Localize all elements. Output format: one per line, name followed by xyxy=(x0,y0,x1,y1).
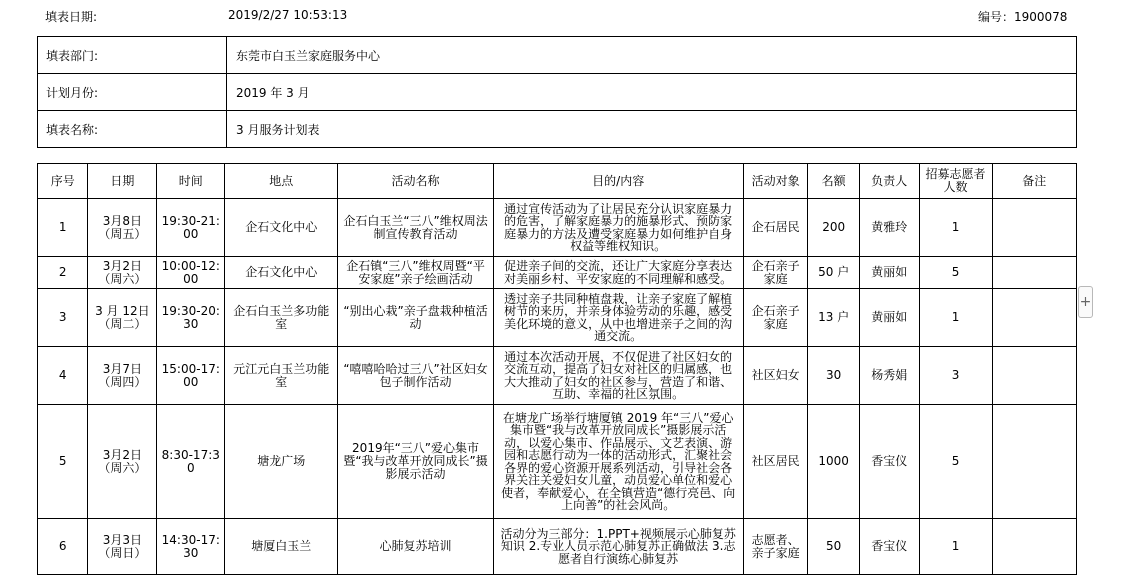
meta-value: 2019 年 3 月 xyxy=(227,74,1077,111)
activity-purpose: 在塘龙广场举行塘厦镇 2019 年“三八”爱心集市暨“我与改革开放同成长”摄影展示活动，以爱心集市、作品展示、文艺表演、游园和志愿行动为一体的活动形式，汇聚社会各界的爱心资源开展系列活动，引导社会各界关注关爱妇女儿童，动员爱心单位和爱心使者，奉献爱心，在全镇营造“德行亮邑、向上向善”的社会风尚。 xyxy=(493,405,743,519)
activity-purpose: 活动分为三部分：1.PPT+视频展示心肺复苏知识 2.专业人员示范心肺复苏正确做法 3.志愿者自行演练心肺复苏 xyxy=(493,519,743,575)
remark xyxy=(992,199,1076,257)
form-header xyxy=(0,8,1126,26)
remark xyxy=(992,519,1076,575)
add-row-button[interactable]: + xyxy=(1078,286,1093,318)
row-number: 1 xyxy=(38,199,88,257)
activity-name: 心肺复苏培训 xyxy=(338,519,493,575)
activity-name: 企石白玉兰“三八”维权周法制宣传教育活动 xyxy=(338,199,493,257)
table-row xyxy=(38,289,1077,347)
volunteer-count: 1 xyxy=(919,289,992,347)
activity-date: 3 月 12日（周二） xyxy=(88,289,157,347)
col-header-quota: 名额 xyxy=(808,164,859,199)
person-in-charge: 杨秀娟 xyxy=(859,347,919,405)
volunteer-count: 3 xyxy=(919,347,992,405)
activity-purpose: 通过本次活动开展，不仅促进了社区妇女的交流互动，提高了妇女对社区的归属感，也大大推动了妇女的社区参与，营造了和谐、互助、幸福的社区氛围。 xyxy=(493,347,743,405)
remark xyxy=(992,347,1076,405)
activity-target: 社区居民 xyxy=(743,405,808,519)
person-in-charge: 香宝仪 xyxy=(859,405,919,519)
activity-date: 3月7日（周四） xyxy=(88,347,157,405)
row-number: 2 xyxy=(38,257,88,289)
activity-date: 3月8日（周五） xyxy=(88,199,157,257)
fill-date-label: 填表日期: xyxy=(45,10,98,24)
service-plan-table xyxy=(37,163,1077,575)
person-in-charge: 黄雅玲 xyxy=(859,199,919,257)
volunteer-count: 1 xyxy=(919,199,992,257)
meta-row-form-name xyxy=(38,111,1077,148)
activity-purpose: 促进亲子间的交流，还让广大家庭分享表达对美丽乡村、平安家庭的不同理解和感受。 xyxy=(493,257,743,289)
activity-quota: 13 户 xyxy=(808,289,859,347)
serial-number: 编号：1900078 xyxy=(978,10,1068,24)
activity-purpose: 通过宣传活动为了让居民充分认识家庭暴力的危害，了解家庭暴力的施暴形式、预防家庭暴力的方法及遭受家庭暴力如何维护自身权益等维权知识。 xyxy=(493,199,743,257)
meta-row-month xyxy=(38,74,1077,111)
fill-date-value: 2019/2/27 10:53:13 xyxy=(228,8,348,22)
activity-date: 3月2日（周六） xyxy=(88,257,157,289)
col-header-remark: 备注 xyxy=(992,164,1076,199)
activity-place: 塘龙广场 xyxy=(225,405,338,519)
person-in-charge: 黄丽如 xyxy=(859,257,919,289)
row-number: 5 xyxy=(38,405,88,519)
activity-target: 志愿者、亲子家庭 xyxy=(743,519,808,575)
row-number: 4 xyxy=(38,347,88,405)
meta-value: 东莞市白玉兰家庭服务中心 xyxy=(227,37,1077,74)
activity-quota: 50 户 xyxy=(808,257,859,289)
col-header-activity: 活动名称 xyxy=(338,164,493,199)
table-row xyxy=(38,257,1077,289)
activity-quota: 1000 xyxy=(808,405,859,519)
activity-place: 元江元白玉兰功能室 xyxy=(225,347,338,405)
activity-name: 企石镇“三八”维权周暨“平安家庭”亲子绘画活动 xyxy=(338,257,493,289)
meta-label: 计划月份: xyxy=(38,74,227,111)
person-in-charge: 黄丽如 xyxy=(859,289,919,347)
activity-place: 企石文化中心 xyxy=(225,257,338,289)
volunteer-count: 5 xyxy=(919,257,992,289)
activity-time: 15:00-17:00 xyxy=(157,347,225,405)
activity-place: 塘厦白玉兰 xyxy=(225,519,338,575)
remark xyxy=(992,405,1076,519)
activity-target: 企石居民 xyxy=(743,199,808,257)
activity-target: 企石亲子家庭 xyxy=(743,257,808,289)
activity-quota: 50 xyxy=(808,519,859,575)
activity-time: 8:30-17:30 xyxy=(157,405,225,519)
table-row xyxy=(38,199,1077,257)
activity-time: 19:30-20:30 xyxy=(157,289,225,347)
person-in-charge: 香宝仪 xyxy=(859,519,919,575)
col-header-no: 序号 xyxy=(38,164,88,199)
meta-value: 3 月服务计划表 xyxy=(227,111,1077,148)
col-header-time: 时间 xyxy=(157,164,225,199)
activity-quota: 30 xyxy=(808,347,859,405)
table-header-row xyxy=(38,164,1077,199)
activity-quota: 200 xyxy=(808,199,859,257)
activity-time: 10:00-12:00 xyxy=(157,257,225,289)
meta-label: 填表名称: xyxy=(38,111,227,148)
row-number: 6 xyxy=(38,519,88,575)
activity-date: 3月3日（周日） xyxy=(88,519,157,575)
table-row xyxy=(38,347,1077,405)
activity-name: 2019年“三八”爱心集市暨“我与改革开放同成长”摄影展示活动 xyxy=(338,405,493,519)
activity-name: “嘻嘻哈哈过三八”社区妇女包子制作活动 xyxy=(338,347,493,405)
table-row xyxy=(38,405,1077,519)
activity-purpose: 透过亲子共同种植盘栽，让亲子家庭了解植树节的来历，并亲身体验劳动的乐趣，感受美化环境的意义，从中也增进亲子之间的沟通交流。 xyxy=(493,289,743,347)
activity-time: 14:30-17:30 xyxy=(157,519,225,575)
col-header-purpose: 目的/内容 xyxy=(493,164,743,199)
volunteer-count: 5 xyxy=(919,405,992,519)
volunteer-count: 1 xyxy=(919,519,992,575)
activity-target: 企石亲子家庭 xyxy=(743,289,808,347)
col-header-date: 日期 xyxy=(88,164,157,199)
meta-label: 填表部门: xyxy=(38,37,227,74)
activity-time: 19:30-21:00 xyxy=(157,199,225,257)
activity-date: 3月2日（周六） xyxy=(88,405,157,519)
col-header-volunteers: 招募志愿者人数 xyxy=(919,164,992,199)
table-row xyxy=(38,519,1077,575)
remark xyxy=(992,257,1076,289)
col-header-leader: 负责人 xyxy=(859,164,919,199)
activity-place: 企石白玉兰多功能室 xyxy=(225,289,338,347)
row-number: 3 xyxy=(38,289,88,347)
col-header-place: 地点 xyxy=(225,164,338,199)
col-header-target: 活动对象 xyxy=(743,164,808,199)
activity-name: “别出心栽”亲子盘栽种植活动 xyxy=(338,289,493,347)
activity-target: 社区妇女 xyxy=(743,347,808,405)
activity-place: 企石文化中心 xyxy=(225,199,338,257)
remark xyxy=(992,289,1076,347)
form-meta-table xyxy=(37,36,1077,148)
meta-row-department xyxy=(38,37,1077,74)
